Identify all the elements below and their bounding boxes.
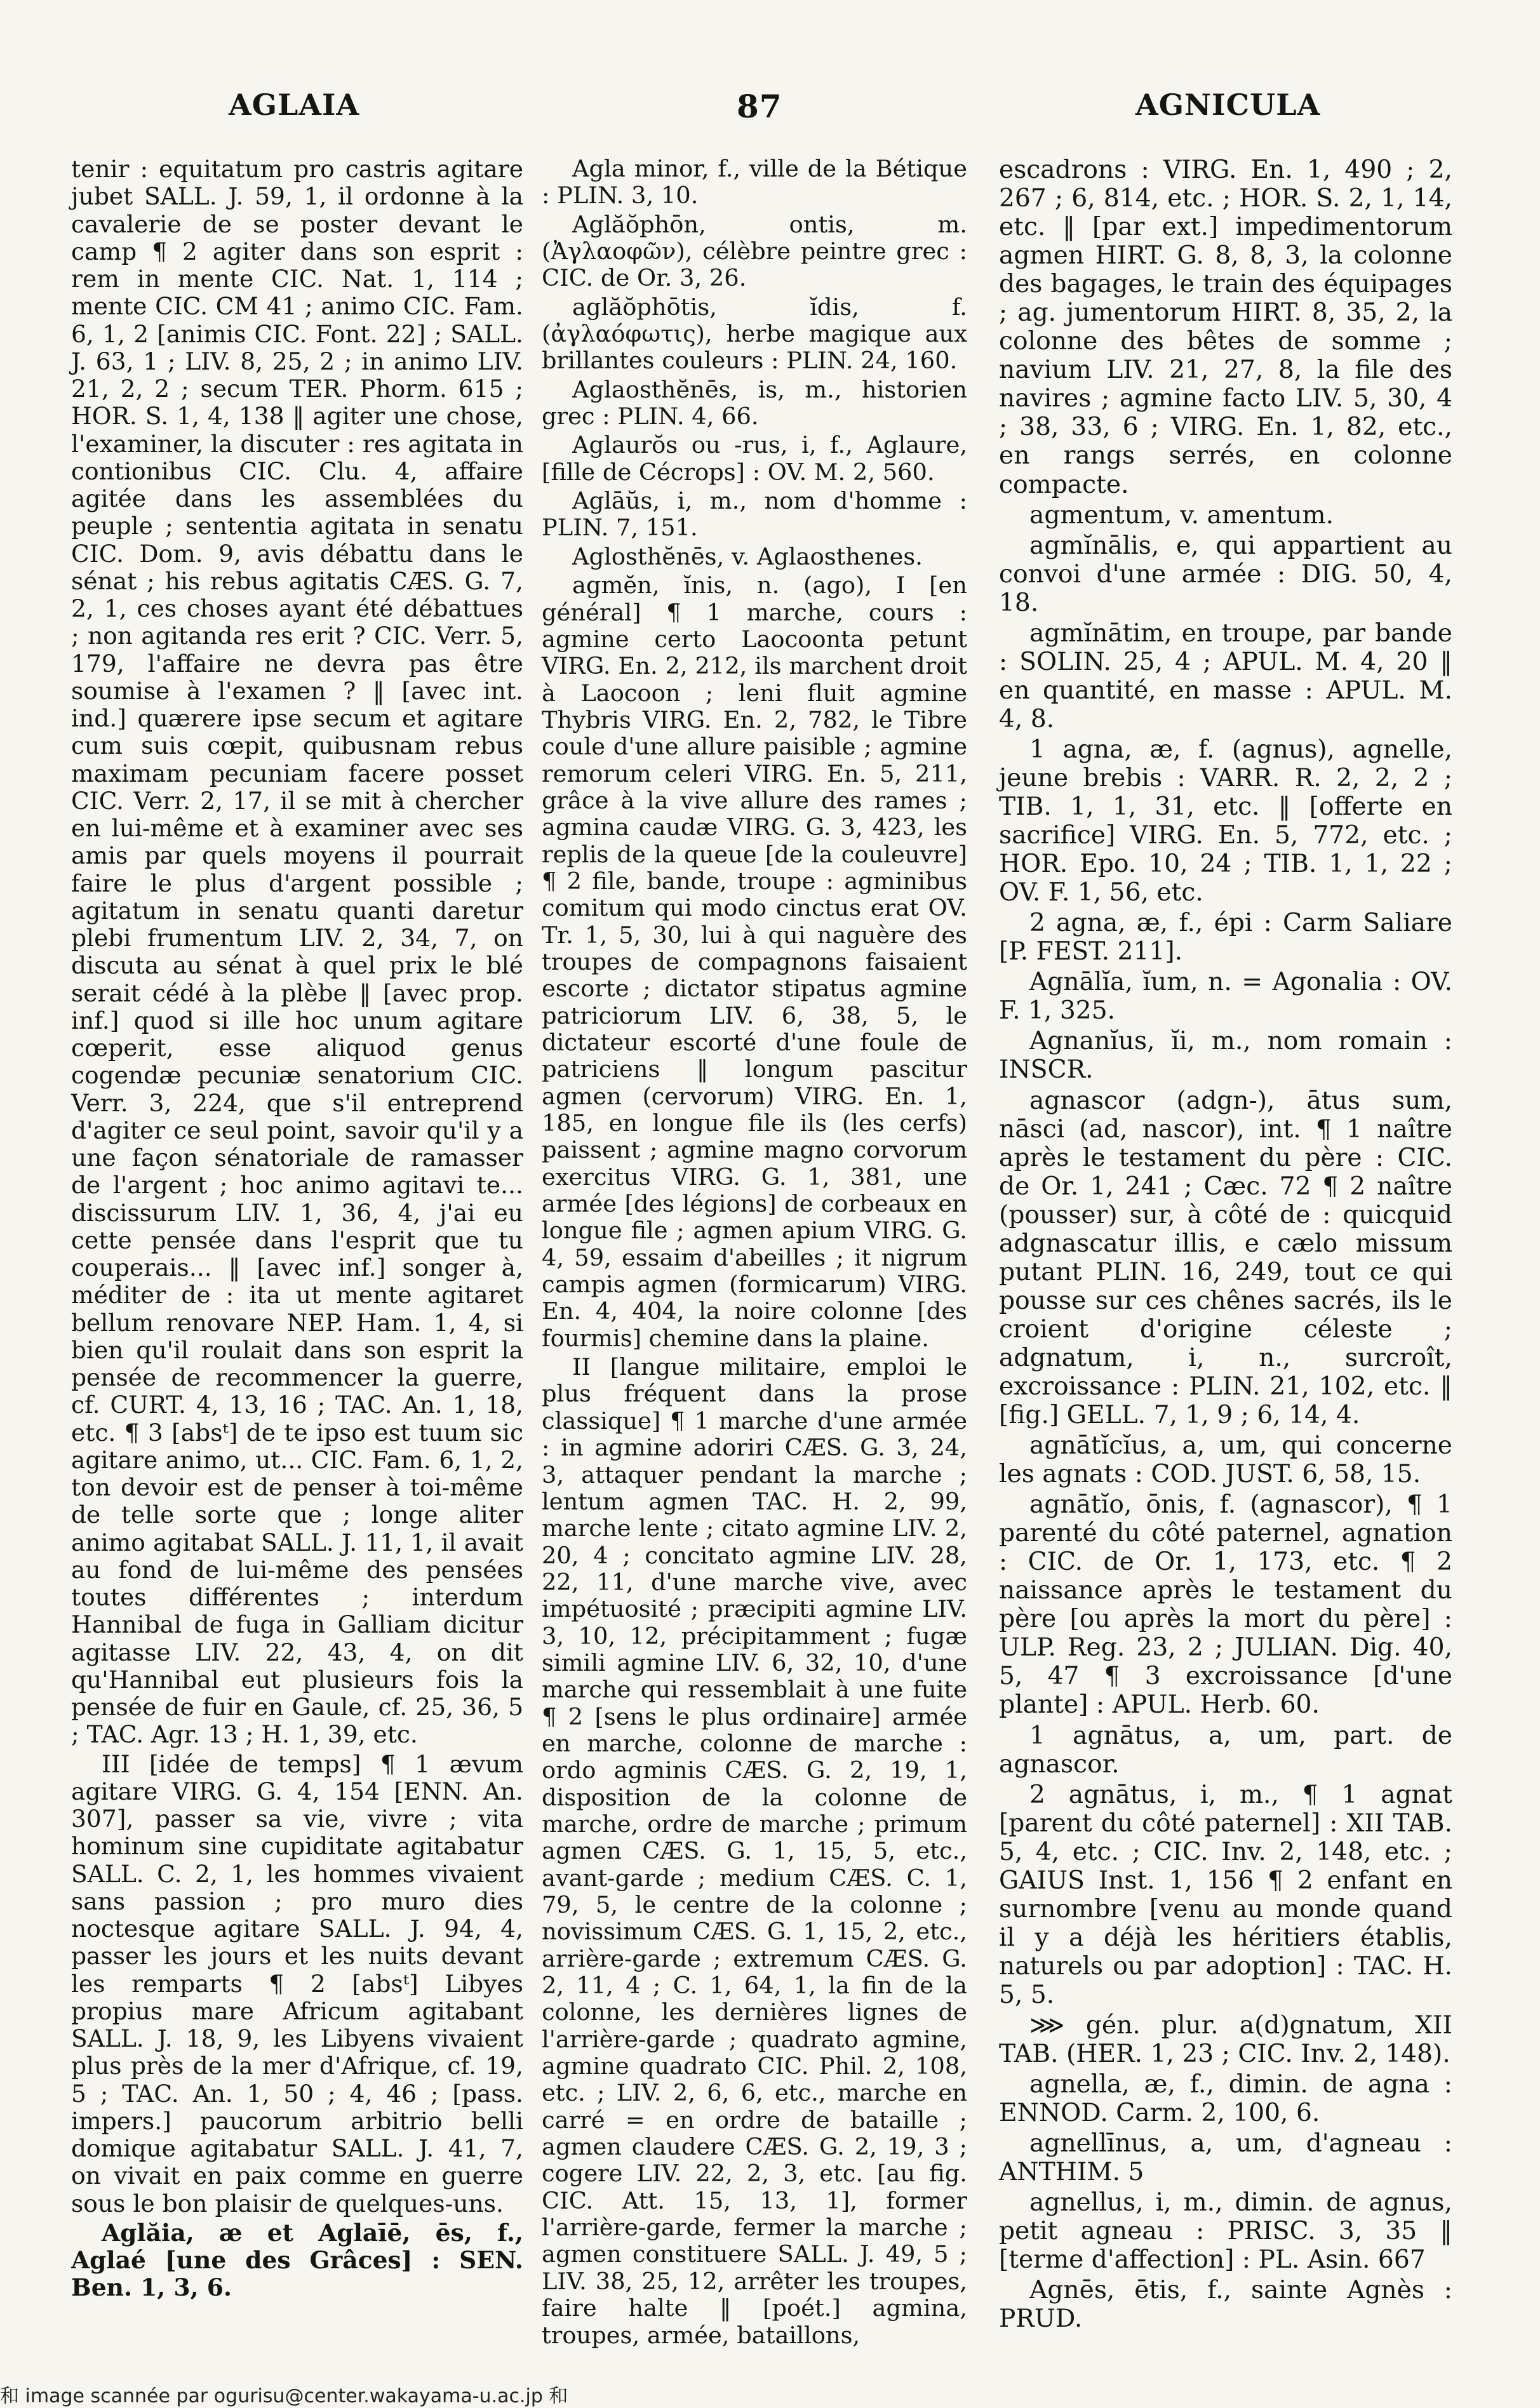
entry: escadrons : VIRG. En. 1, 490 ; 2, 267 ; 6, 814, etc. ; HOR. S. 2, 1, 14, etc. ‖ [par ext.] impedimentorum agmen HIRT. G. 8, 8, 3, la colonne des bagages, le train des équipages ; ag. jumentorum HIRT. 8, 35, 2, la colonne des bêtes de somme ; navium LIV. 21, 27, 8, la file des navires ; agmine facto LIV. 5, 30, 4 ; 38, 33, 6 ; VIRG. En. 1, 82, etc., en rangs serrés, en colonne compacte.: [999, 156, 1452, 499]
entry: Aglaosthĕnēs, is, m., historien grec : PLIN. 4, 66.: [542, 375, 967, 431]
entry: agnātĭo, ōnis, f. (agnascor), ¶ 1 parenté du côté paternel, agnation : CIC. de Or. 1, 173, etc. ¶ 2 naissance après le testament du père [ou après la mort du père] : ULP. Reg. 23, 2 ; JULIAN. Dig. 40, 5, 47 ¶ 3 excroissance [d'une plante] : APUL. Herb. 60.: [999, 1490, 1452, 1720]
entry: Agnēs, ētis, f., sainte Agnès : PRUD.: [999, 2276, 1452, 2334]
entry: agnascor (adgn-), ātus sum, nāsci (ad, nascor), int. ¶ 1 naître après le testament du père : CIC. de Or. 1, 241 ; Cæc. 72 ¶ 2 naître (pousser) sur, à côté de : quicquid adgnascatur illis, e cælo missum putant PLIN. 16, 249, tout ce qui pousse sur ces chênes sacrés, ils le croient d'origine céleste ; adgnatum, i, n., surcroît, excroissance : PLIN. 21, 102, etc. ‖ [fig.] GELL. 7, 1, 9 ; 6, 14, 4.: [999, 1086, 1452, 1430]
entry: 2 agnātus, i, m., ¶ 1 agnat [parent du côté paternel] : XII TAB. 5, 4, etc. ; CIC. Inv. 2, 148, etc. ; GAIUS Inst. 1, 156 ¶ 2 enfant en surnombre [venu au monde quand il y a déjà les héritiers établis, naturels ou par adoption] : TAC. H. 5, 5.: [999, 1780, 1452, 2009]
entry: Aglăŏphōn, ontis, m. (Ἀγλαοφῶν), célèbre peintre grec : CIC. de Or. 3, 26.: [542, 210, 967, 292]
entry: III [idée de temps] ¶ 1 ævum agitare VIRG. G. 4, 154 [ENN. An. 307], passer sa vie, vivre ; vita hominum sine cupiditate agitabatur SALL. C. 2, 1, les hommes vivaient sans passion ; pro muro dies noctesque agitare SALL. J. 94, 4, passer les jours et les nuits devant les remparts ¶ 2 [absᵗ] Libyes propius mare Africum agitabant SALL. J. 18, 9, les Libyens vivaient plus près de la mer d'Afrique, cf. 19, 5 ; TAC. An. 1, 50 ; 4, 46 ; [pass. impers.] paucorum arbitrio belli domique agitabatur SALL. J. 41, 7, on vivait en paix comme en guerre sous le bon plaisir de quelques-uns.: [71, 1749, 523, 2217]
entry: Aglăia, æ et Aglaīē, ēs, f., Aglaé [une des Grâces] : SEN. Ben. 1, 3, 6.: [71, 2218, 523, 2302]
entry: ⋙ gén. plur. a(d)gnatum, XII TAB. (HER. 1, 23 ; CIC. Inv. 2, 148).: [999, 2011, 1452, 2069]
page-number: 87: [737, 88, 782, 125]
entry: 1 agna, æ, f. (agnus), agnelle, jeune brebis : VARR. R. 2, 2, 2 ; TIB. 1, 1, 31, etc. ‖ [offerte en sacrifice] VIRG. En. 5, 772, etc. ; HOR. Epo. 10, 24 ; TIB. 1, 1, 22 ; OV. F. 1, 56, etc.: [999, 735, 1452, 907]
entry: II [langue militaire, emploi le plus fréquent dans la prose classique] ¶ 1 marche d'une armée : in agmine adoriri CÆS. G. 3, 24, 3, attaquer pendant la marche ; lentum agmen TAC. H. 2, 99, marche lente ; citato agmine LIV. 2, 20, 4 ; concitato agmine LIV. 28, 22, 11, d'une marche vive, avec impétuosité ; præcipiti agmine LIV. 3, 10, 12, précipitamment ; fugæ simili agmine LIV. 6, 32, 10, d'une marche qui ressemblait à une fuite ¶ 2 [sens le plus ordinaire] armée en marche, colonne de marche : ordo agminis CÆS. G. 2, 19, 1, disposition de la colonne de marche, ordre de marche ; primum agmen CÆS. G. 1, 15, 5, etc., avant-garde ; medium CÆS. C. 1, 79, 5, le centre de la colonne ; novissimum CÆS. G. 1, 15, 2, etc., arrière-garde ; extremum CÆS. G. 2, 11, 4 ; C. 1, 64, 1, la fin de la colonne, les dernières lignes de l'arrière-garde ; quadrato agmine, agmine quadrato CIC. Phil. 2, 108, etc. ; LIV. 2, 6, 6, etc., marche en carré = en ordre de bataille ; agmen claudere CÆS. G. 2, 19, 3 ; cogere LIV. 22, 2, 3, etc. [au fig. CIC. Att. 15, 13, 1], former l'arrière-garde, fermer la marche ; agmen constituere SALL. J. 49, 5 ; LIV. 38, 25, 12, arrêter les troupes, faire halte ‖ [poét.] agmina, troupes, armée, bataillons,: [542, 1353, 967, 2349]
scan-credit: 和 image scannée par ogurisu@center.wakayama-u.ac.jp 和: [0, 2385, 568, 2407]
entry: agnellīnus, a, um, d'agneau : ANTHIM. 5: [999, 2129, 1452, 2187]
entry: agnella, æ, f., dimin. de agna : ENNOD. Carm. 2, 100, 6.: [999, 2070, 1452, 2128]
header-left-word: AGLAIA: [229, 88, 360, 122]
entry: tenir : equitatum pro castris agitare jubet SALL. J. 59, 1, il ordonne à la cavalerie de se poster devant le camp ¶ 2 agiter dans son esprit : rem in mente CIC. Nat. 1, 114 ; mente CIC. CM 41 ; animo CIC. Fam. 6, 1, 2 [animis CIC. Font. 22] ; SALL. J. 63, 1 ; LIV. 8, 25, 2 ; in animo LIV. 21, 2, 2 ; secum TER. Phorm. 615 ; HOR. S. 1, 4, 138 ‖ agiter une chose, l'examiner, la discuter : res agitata in contionibus CIC. Clu. 4, affaire agitée dans les assemblées du peuple ; sententia agitata in senatu CIC. Dom. 9, avis débattu dans le sénat ; his rebus agitatis CÆS. G. 7, 2, 1, ces choses ayant été débattues ; non agitanda res erit ? CIC. Verr. 5, 179, l'affaire ne devra pas être soumise à l'examen ? ‖ [avec int. ind.] quærere ipse secum et agitare cum suis cœpit, quibusnam rebus maximam pecuniam facere posset CIC. Verr. 2, 17, il se mit à chercher en lui-même et à examiner avec ses amis par quels moyens il pourrait faire le plus d'argent possible ; agitatum in senatu quanti daretur plebi frumentum LIV. 2, 34, 7, on discuta au sénat à quel prix le blé serait cédé à la plèbe ‖ [avec prop. inf.] quod si ille hoc unum agitare cœperit, esse aliquod genus cogendæ pecuniæ senatorium CIC. Verr. 3, 224, que s'il entreprend d'agiter ce seul point, savoir qu'il y a une façon sénatoriale de ramasser de l'argent ; hoc animo agitavi te... discissurum LIV. 1, 36, 4, j'ai eu cette pensée dans l'esprit que tu couperais... ‖ [avec inf.] songer à, méditer de : ita ut mente agitaret bellum renovare NEP. Ham. 1, 4, si bien qu'il roulait dans son esprit la pensée de recommencer la guerre, cf. CURT. 4, 13, 16 ; TAC. An. 1, 18, etc. ¶ 3 [absᵗ] de te ipso est tuum sic agitare animo, ut... CIC. Fam. 6, 1, 2, ton devoir est de penser à toi-même de telle sorte que ; longe aliter animo agitabat SALL. J. 11, 1, il avait au fond de lui-même des pensées toutes différentes ; interdum Hannibal de fuga in Galliam dicitur agitasse LIV. 22, 43, 4, on dit qu'Hannibal eut plusieurs fois la pensée de fuir en Gaule, cf. 25, 36, 5 ; TAC. Agr. 13 ; H. 1, 39, etc.: [71, 155, 523, 1749]
column-1: [71, 156, 523, 2304]
entry: agmĭnālis, e, qui appartient au convoi d'une armée : DIG. 50, 4, 18.: [999, 531, 1452, 617]
entry: agnellus, i, m., dimin. de agnus, petit agneau : PRISC. 3, 35 ‖ [terme d'affection] : PL. Asin. 667: [999, 2188, 1452, 2275]
entry: Agnanĭus, ĭi, m., nom romain : INSCR.: [999, 1027, 1452, 1085]
entry: Aglaurŏs ou -rus, i, f., Aglaure, [fille de Cécrops] : OV. M. 2, 560.: [542, 431, 967, 486]
entry: 2 agna, æ, f., épi : Carm Saliare [P. FEST. 211].: [999, 909, 1452, 967]
entry: Agnālĭa, ĭum, n. = Agonalia : OV. F. 1, 325.: [999, 968, 1452, 1026]
header-right-word: AGNICULA: [1135, 88, 1321, 122]
column-2: [542, 156, 967, 2351]
entry: aglăŏphōtis, ĭdis, f. (ἀγλαόφωτις), herbe magique aux brillantes couleurs : PLIN. 24, 160.: [542, 293, 967, 375]
entry: Agla minor, f., ville de la Bétique : PLIN. 3, 10.: [542, 155, 967, 210]
entry: Aglāŭs, i, m., nom d'homme : PLIN. 7, 151.: [542, 487, 967, 542]
column-3: [999, 156, 1452, 2336]
entry: agmĭnātim, en troupe, par bande : SOLIN. 25, 4 ; APUL. M. 4, 20 ‖ en quantité, en masse : APUL. M. 4, 8.: [999, 619, 1452, 733]
entry: agmĕn, ĭnis, n. (ago), I [en général] ¶ 1 marche, cours : agmine certo Laocoonta petunt VIRG. En. 2, 212, ils marchent droit à Laocoon ; leni fluit agmine Thybris VIRG. En. 2, 782, le Tibre coule d'une allure paisible ; agmine remorum celeri VIRG. En. 5, 211, grâce à la vive allure des rames ; agmina caudæ VIRG. G. 3, 423, les replis de la queue [de la couleuvre] ¶ 2 file, bande, troupe : agminibus comitum qui modo cinctus erat OV. Tr. 1, 5, 30, lui à qui naguère des troupes de compagnons faisaient escorte ; dictator stipatus agmine patriciorum LIV. 6, 38, 5, le dictateur escorté d'une foule de patriciens ‖ longum pascitur agmen (cervorum) VIRG. En. 1, 185, en longue file ils (les cerfs) paissent ; agmine magno corvorum exercitus VIRG. G. 1, 381, une armée [des légions] de corbeaux en longue file ; agmen apium VIRG. G. 4, 59, essaim d'abeilles ; it nigrum campis agmen (formicarum) VIRG. En. 4, 404, la noire colonne [des fourmis] chemine dans la plaine.: [542, 572, 967, 1352]
entry: Aglosthĕnēs, v. Aglaosthenes.: [572, 542, 923, 570]
entry: agnātĭcĭus, a, um, qui concerne les agnats : COD. JUST. 6, 58, 15.: [999, 1431, 1452, 1489]
page-header: [0, 88, 1540, 138]
entry: agmentum, v. amentum.: [1029, 500, 1334, 530]
entry: 1 agnātus, a, um, part. de agnascor.: [999, 1721, 1452, 1779]
